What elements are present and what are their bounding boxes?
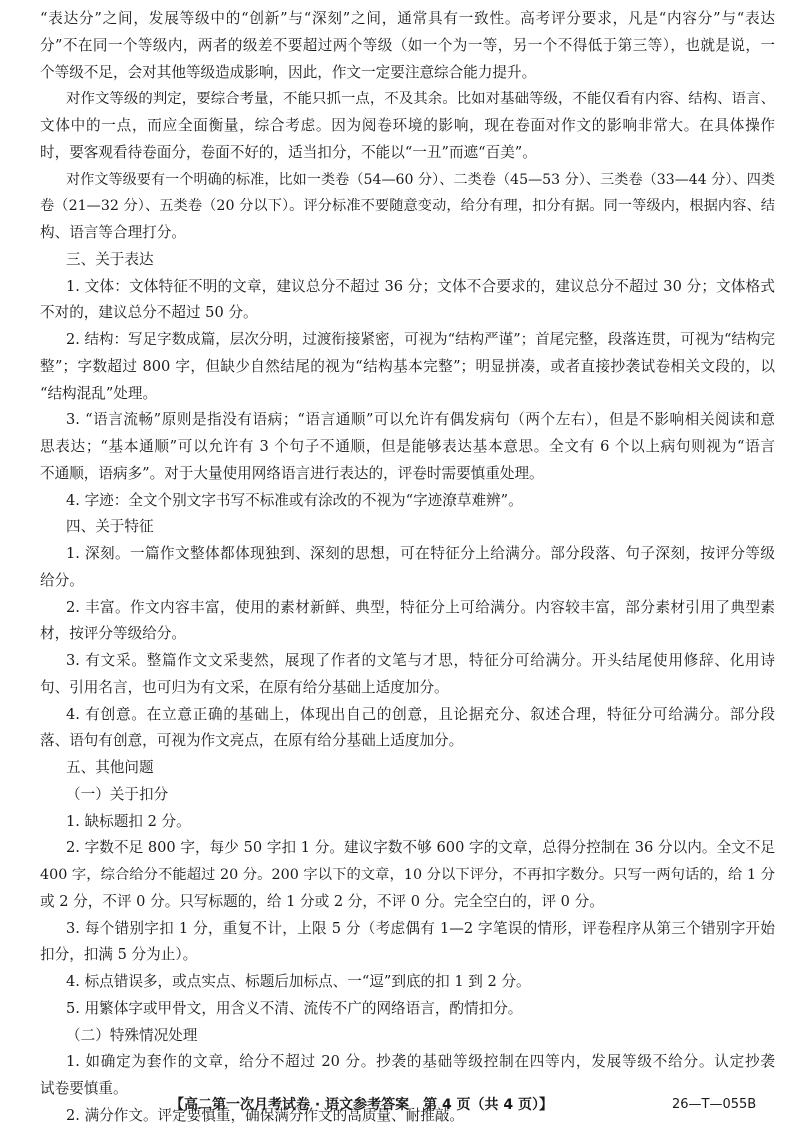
text-line: （一）关于扣分 <box>66 785 169 803</box>
footer-code: 26—T—055B <box>672 1097 757 1112</box>
text-line: 3. 有文采。整篇作文文采斐然，展现了作者的文笔与才思，特征分可给满分。开头结尾使用修辞、化用诗 <box>66 652 775 669</box>
text-line: 不通顺，语病多”。对于大量使用网络语言进行表达的，评卷时需要慎重处理。 <box>40 464 544 482</box>
text-line: 材，按评分等级给分。 <box>40 625 186 643</box>
text-line: 落、语句有创意，可视为作文亮点，在原有给分基础上适度加分。 <box>40 732 464 750</box>
text-line: 1. 缺标题扣 2 分。 <box>66 812 191 830</box>
text-line: 2. 字数不足 800 字，每少 50 字扣 1 分。建议字数不够 600 字的文章，总得分控制在 36 分以内。全文不足 <box>66 839 775 857</box>
text-line: 对作文等级的判定，要综合考量，不能只抓一点，不及其余。比如对基础等级，不能仅看有内容、结构、语言、 <box>66 91 775 108</box>
text-line: 三、关于表达 <box>66 250 154 268</box>
text-line: 3. “语言流畅”原则是指没有语病；“语言通顺”可以允许有偶发病句（两个左右），但是不影响相关阅读和意 <box>66 411 775 429</box>
text-line: 5. 用繁体字或甲骨文，用含义不清、流传不广的网络语言，酌情扣分。 <box>66 999 523 1017</box>
text-line: 2. 满分作文。评定要慎重，确保满分作文的高质量、耐推敲。 <box>66 1106 465 1124</box>
text-line: 2. 丰富。作文内容丰富，使用的素材新鲜、典型，特征分上可给满分。内容较丰富，部分素材引用了典型素 <box>66 598 775 616</box>
document-body <box>40 6 775 1130</box>
text-line: 1. 文体：文体特征不明的文章，建议总分不超过 36 分；文体不合要求的，建议总分不超过 30 分；文体格式 <box>66 277 775 295</box>
text-line: 试卷要慎重。 <box>40 1080 128 1097</box>
text-line: “结构混乱”处理。 <box>40 384 158 402</box>
text-line: 不对的，建议总分不超过 50 分。 <box>40 304 258 322</box>
text-line: 时，要客观看待卷面分，卷面不好的，适当扣分，不能以“一丑”而遮“百美”。 <box>40 143 537 161</box>
text-line: 五、其他问题 <box>66 759 154 776</box>
text-line: 给分。 <box>40 571 84 589</box>
page-footer <box>0 1093 800 1117</box>
text-line: 个等级不足，会对其他等级造成影响，因此，作文一定要注意综合能力提升。 <box>40 63 537 81</box>
text-line: 扣分，扣满 5 分为止）。 <box>40 946 198 964</box>
text-line: 400 字，综合给分不能超过 20 分。200 字以下的文章，10 分以下评分，不再扣字数分。只写一两句话的，给 1 分 <box>40 867 775 883</box>
text-line: 分”不在同一个等级内，两者的级差不要超过两个等级（如一个为一等，另一个不得低于第三等），也就是说，一 <box>40 36 775 54</box>
text-line: 1. 深刻。一篇作文整体都体现独到、深刻的思想，可在特征分上给满分。部分段落、句子深刻，按评分等级 <box>66 545 775 562</box>
text-line: 3. 每个错别字扣 1 分，重复不计，上限 5 分（考虑偶有 1—2 字笔误的情形，评卷程序从第三个错别字开始 <box>66 919 775 937</box>
text-line: 构、语言等合理打分。 <box>40 224 186 241</box>
text-line: 思表达；“基本通顺”可以允许有 3 个句子不通顺，但是能够表达基本意思。全文有 6 个以上病句则视为“语言 <box>40 438 775 455</box>
text-line: 文体中的一点，而应全面衡量，综合考虑。因为阅卷环境的影响，现在卷面对作文的影响非常大。在具体操作 <box>40 117 775 134</box>
text-line: 4. 标点错误多，或点实点、标题后加标点、一“逗”到底的扣 1 到 2 分。 <box>66 973 531 990</box>
text-line: 1. 如确定为套作的文章，给分不超过 20 分。抄袭的基础等级控制在四等内，发展等级不给分。认定抄袭 <box>66 1053 775 1071</box>
text-line: 4. 字迹：全文个别文字书写不标准或有涂改的不视为“字迹潦草难辨”。 <box>66 491 523 509</box>
text-line: 对作文等级要有一个明确的标准，比如一类卷（54—60 分）、二类卷（45—53 分）、三类卷（33—44 分）、四类 <box>66 171 775 188</box>
text-line: 4. 有创意。在立意正确的基础上，体现出自己的创意，且论据充分、叙述合理，特征分可给满分。部分段 <box>66 705 775 723</box>
footer-title: 【高二第一次月考试卷 · 语文参考答案 第 4 页（共 4 页）】 <box>170 1097 554 1113</box>
text-line: 句、引用名言，也可归为有文采，在原有给分基础上适度加分。 <box>40 678 449 696</box>
text-line: 四、关于特征 <box>66 518 154 536</box>
text-line: （二）特殊情况处理 <box>66 1026 198 1044</box>
text-line: “表达分”之间，发展等级中的“创新”与“深刻”之间，通常具有一致性。高考评分要求，凡是“内容分”与“表达 <box>40 10 775 27</box>
text-line: 2. 结构：写足字数成篇，层次分明，过渡衔接紧密，可视为“结构严谨”；首尾完整，段落连贯，可视为“结构完 <box>66 332 775 348</box>
text-line: 卷（21—32 分）、五类卷（20 分以下）。评分标准不要随意变动，给分有理，扣分有据。同一等级内，根据内容、结 <box>40 198 775 215</box>
text-line: 整”；字数超过 800 字，但缺少自然结尾的视为“结构基本完整”；明显拼凑，或者直接抄袭试卷相关文段的，以 <box>40 357 775 375</box>
text-line: 或 2 分，不评 0 分。只写标题的，给 1 分或 2 分，不评 0 分。完全空白的，评 0 分。 <box>40 892 604 910</box>
